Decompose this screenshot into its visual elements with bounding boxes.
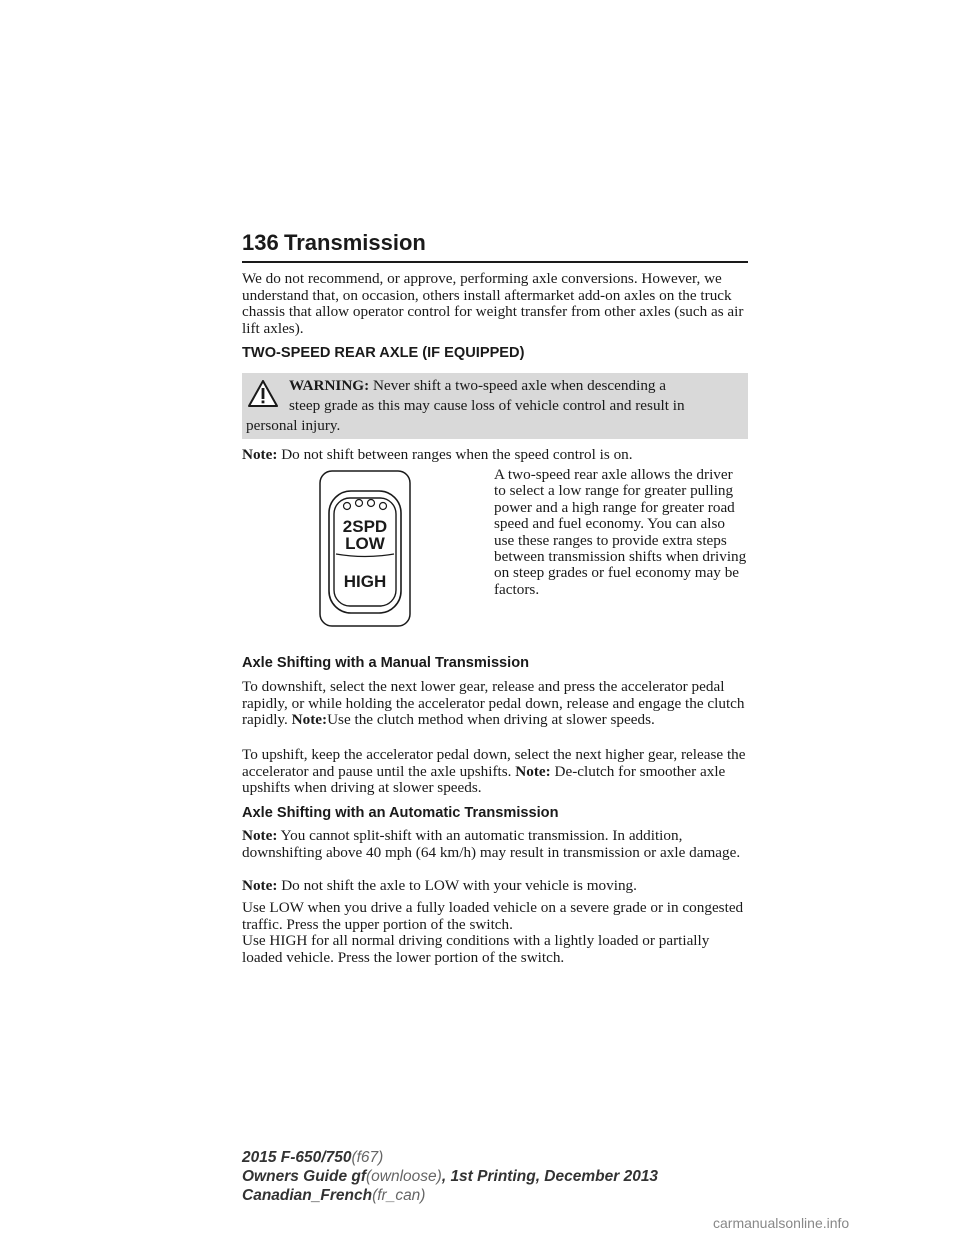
- switch-label-2spd: 2SPD: [342, 517, 388, 536]
- automatic-note-2: Note: Do not shift the axle to LOW with your vehicle is moving.: [242, 877, 637, 894]
- page-header: [242, 230, 748, 256]
- print-footer: 2015 F-650/750(f67) Owners Guide gf(ownloose), 1st Printing, December 2013 Canadian_French(fr_can): [242, 1149, 659, 1204]
- header-rule: [242, 261, 748, 263]
- intro-paragraph: We do not recommend, or approve, performing axle conversions. However, we understand that, on occasion, others install aftermarket add-on axles on the truck chassis that allow operator control for weight transfer from other axles (such as air lift axles).: [242, 270, 744, 337]
- two-speed-axle-switch-illustration: [319, 470, 411, 627]
- automatic-note-1: Note: You cannot split-shift with an automatic transmission. In addition, downshifting above 40 mph (64 km/h) may result in transmission or axle damage.: [242, 827, 741, 861]
- section-title: TWO-SPEED REAR AXLE (IF EQUIPPED): [242, 345, 525, 361]
- warning-line2: steep grade as this may cause loss of vehicle control and result in: [289, 397, 685, 414]
- warning-box: [242, 373, 748, 439]
- warning-line3: personal injury.: [246, 417, 341, 434]
- warning-text: [242, 376, 742, 436]
- switch-label-low: LOW: [345, 534, 385, 553]
- use-high-paragraph: Use HIGH for all normal driving conditions with a lightly loaded or partially loaded vehicle. Press the lower portion of the switch.: [242, 932, 710, 966]
- switch-label-high: HIGH: [343, 572, 387, 591]
- page-number: 136: [242, 230, 279, 255]
- automatic-transmission-title: Axle Shifting with an Automatic Transmission: [242, 805, 559, 821]
- watermark: carmanualsonline.info: [713, 1215, 850, 1231]
- warning-label: WARNING:: [289, 377, 370, 394]
- manual-transmission-title: Axle Shifting with a Manual Transmission: [242, 655, 530, 671]
- manual-upshift-paragraph: To upshift, keep the accelerator pedal down, select the next higher gear, release the accelerator and pause until the axle upshifts. Note: De-clutch for smoother axle upshifts when driving at slower speeds.: [242, 746, 746, 796]
- page-title: Transmission: [284, 230, 426, 255]
- warning-line1: Never shift a two-speed axle when descending a: [372, 377, 667, 394]
- switch-description: A two-speed rear axle allows the driver to select a low range for greater pulling power and a high range for greater road speed and fuel economy. You can also use these ranges to provide extra steps between transmission shifts when driving on steep grades or fuel economy may be factors.: [494, 466, 747, 598]
- use-low-paragraph: Use LOW when you drive a fully loaded vehicle on a severe grade or in congested traffic. Press the upper portion of the switch.: [242, 899, 744, 933]
- manual-downshift-paragraph: To downshift, select the next lower gear, release and press the accelerator pedal rapidly, or while holding the accelerator pedal down, release and engage the clutch rapidly. Note:Use the clutch method when driving at slower speeds.: [242, 678, 745, 728]
- speed-control-note: Note: Do not shift between ranges when the speed control is on.: [242, 446, 633, 463]
